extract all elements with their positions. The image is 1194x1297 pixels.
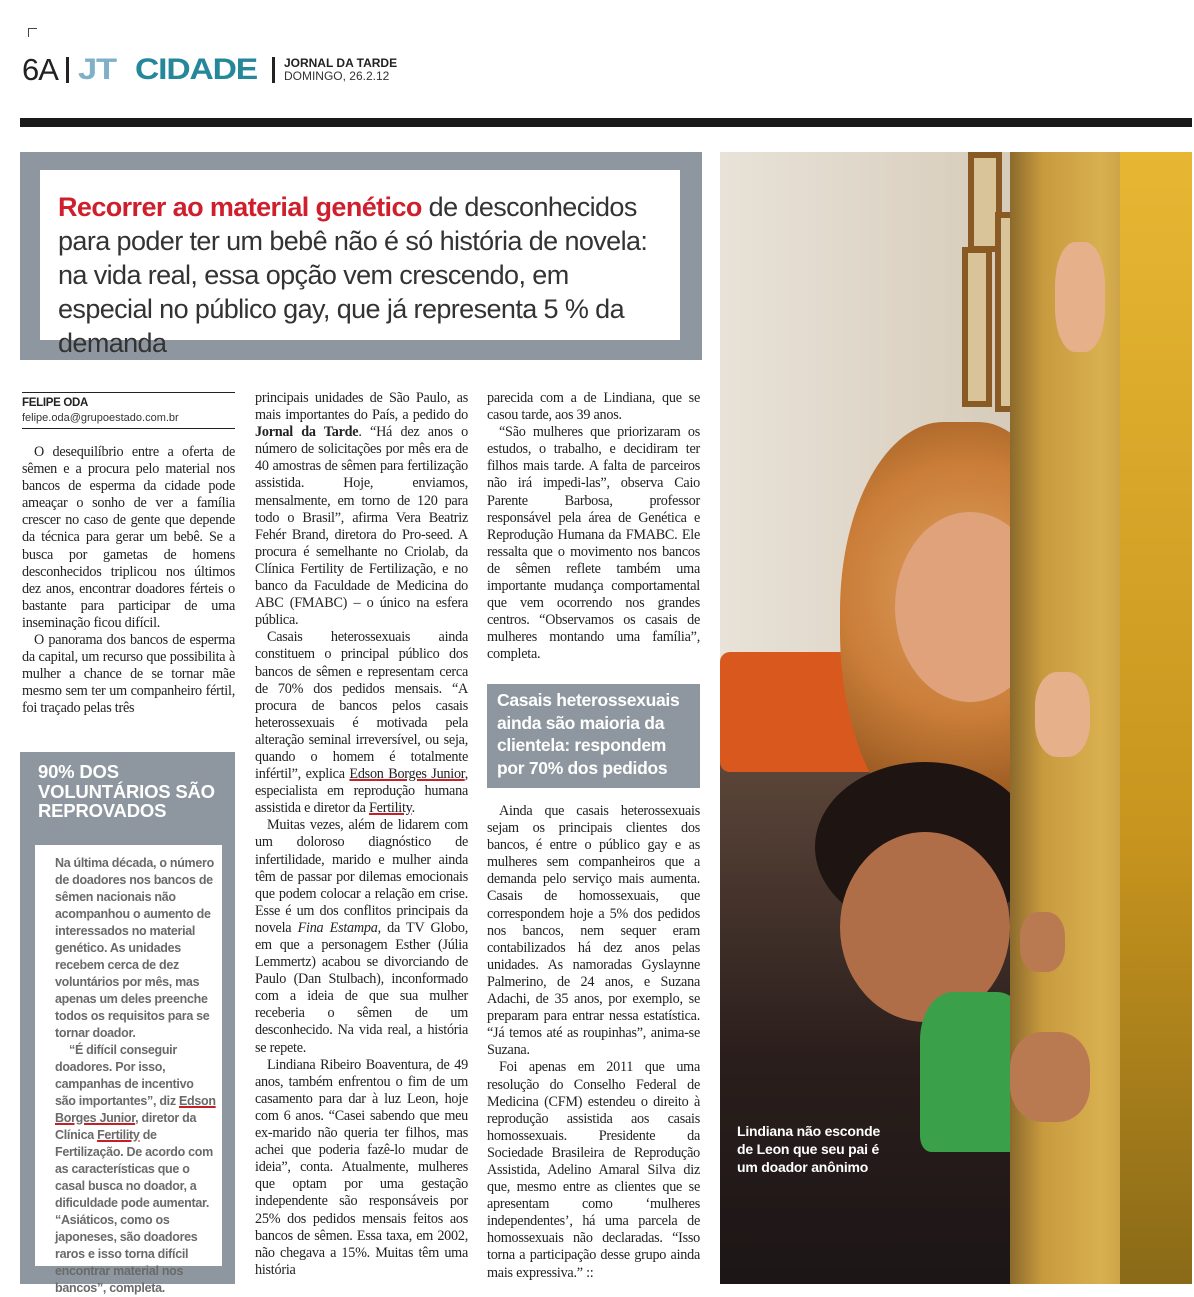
- section-logo-cidade: CIDADE: [134, 53, 258, 86]
- photo-hand: [1020, 912, 1065, 972]
- paragraph: [22, 632, 235, 717]
- paragraph: [487, 803, 700, 1059]
- divider: [272, 57, 275, 83]
- headline-highlight: Recorrer ao material genético: [58, 192, 422, 222]
- text-segment: Jornal da Tarde: [255, 424, 359, 441]
- paragraph: [255, 390, 468, 629]
- article-column-3-top: [487, 390, 700, 664]
- text-segment: . “Há dez anos o número de solicitações por mês era de 40 amostras de sêmen para fertilização assistida. Hoje, enviamos, mensalmente, em torno de 120 para todo o Brasil”, afirma Vera Beatriz Fehér Brand, diretora do Pro-seed. A procura é semelhante no Criolab, da Clínica Fertility de Fertilização, e no banco da Faculdade de Medicina do ABC (FMABC) – o único na esfera pública.: [255, 424, 468, 629]
- text-segment: Lindiana Ribeiro Boaventura, de 49 anos, também enfrentou o fim de um casamento para dar à luz Leon, hoje com 6 anos. “Casei sabendo que meu ex-marido não queria ter filhos, mas achei que poderia fazê-lo mudar de ideia”, conta. Atualmente, mulheres que optam por uma gestação independente são responsáveis por 25% dos pedidos mensais feitos aos bancos de sêmen. Essa taxa, em 2002, não chegava a 15%. Muitas têm uma história: [255, 1056, 468, 1278]
- text-segment: Casais heterossexuais ainda constituem o principal público dos bancos de sêmen e representam cerca de 70% dos pedidos mensais. “A procura de bancos pelos casais heterossexuais é motivada pela alteração seminal irreversível, ou seja, quando o homem é totalmente infértil”, explica: [255, 629, 468, 783]
- photo-frame: [962, 247, 992, 407]
- paragraph: [255, 629, 468, 817]
- text-segment: “É difícil conseguir doadores. Por isso, campanhas de incentivo são importantes”, diz: [55, 1043, 194, 1108]
- paragraph: [55, 1042, 216, 1297]
- paragraph: [487, 390, 700, 424]
- page-header: [22, 52, 397, 88]
- headline: [40, 170, 680, 358]
- text-segment: .: [411, 800, 415, 817]
- name-link[interactable]: Edson Borges Junior: [349, 766, 465, 783]
- paragraph: [255, 1057, 468, 1279]
- page-number: 6A: [22, 52, 58, 87]
- text-segment: Na última década, o número de doadores nos bancos de sêmen nacionais não acompanhou o aumento de interessados no material genético. As unidades recebem cerca de dez voluntários por mês, mas apenas um deles preenche todos os requisitos para se tornar doador.: [55, 856, 214, 1040]
- text-segment: , especialista em reprodução humana assistida e diretor da: [255, 766, 468, 817]
- author-name: FELIPE ODA: [22, 397, 89, 409]
- publication-name: JORNAL DA TARDE: [283, 56, 398, 70]
- text-segment: “São mulheres que priorizaram os estudos, o trabalho, e decidiram ter filhos mais tarde. A falta de parceiros não irá impedi-las”, observa Caio Parente Barbosa, professor responsável pela área de Genética e Reprodução Humana da FMABC. Ele ressalta que o movimento nos bancos de sêmen reflete também uma importante mudança comportamental que vem ocorrendo nos grandes centros. “Observamos os casais de mulheres montando uma família”, completa.: [487, 424, 700, 663]
- sidebar-box: [20, 752, 235, 1295]
- text-segment: O desequilíbrio entre a oferta de sêmen e a procura pelo material nos bancos de esperma da cidade pode ameaçar o sonho de ver a família crescer no caso de gente que depende da técnica para gerar um bebê. Se a busca por gametas de homens desconhecidos triplicou nos últimos dez anos, encontrar doadores férteis o bastante para participar de uma inseminação ficou difícil.: [22, 444, 235, 631]
- name-link[interactable]: Fertility: [369, 800, 412, 817]
- text-segment: Foi apenas em 2011 que uma resolução do Conselho Federal de Medicina (CFM) estendeu o direito à reprodução assistida aos casais homossexuais. Presidente da Sociedade Brasileira de Reprodução Assistida, Adelino Amaral Silva diz que, mesmo entre as clientes que se apresentam como ‘mulheres independentes’, há uma parcela de homossexuais não declaradas. “Isso torna a participação desse grupo ainda mais expressiva.” ::: [487, 1059, 700, 1281]
- text-segment: Ainda que casais heterossexuais sejam os principais clientes dos bancos, é entre o público gay e as mulheres sem companheiros que a demanda pelo serviço mais aumenta. Casais de homossexuais, que correspondem hoje a 5% dos pedidos nos bancos, nem sequer eram contabilizados há dez anos pelas unidades. As namoradas Gyslaynne Palmerino, de 24 anos, e Suzana Adachi, de 35 anos, por exemplo, se preparam para entrar nessa estatística. “Já temos até as roupinhas”, anima-se Suzana.: [487, 803, 700, 1059]
- subheading-box: Casais heterossexuais ainda são maioria da clientela: respondem por 70% dos pedidos: [487, 684, 700, 788]
- text-segment: Fina Estampa: [297, 919, 378, 936]
- paragraph: [487, 424, 700, 663]
- article-column-3-bottom: [487, 803, 700, 1282]
- publication-date: DOMINGO, 26.2.12: [283, 69, 390, 83]
- text-segment: principais unidades de São Paulo, as mais importantes do País, a pedido do: [255, 390, 468, 424]
- photo-caption: Lindiana não esconde de Leon que seu pai é um doador anônimo: [737, 1123, 881, 1175]
- headline-text: de desconhecidos para poder ter um bebê não é só história de novela: na vida real, essa opção vem crescendo, em especial no público gay, que já representa 5 % da demanda: [58, 192, 648, 358]
- photo-lindiana-and-leon: [720, 152, 1192, 1284]
- headline-box: [20, 152, 702, 360]
- text-segment: O panorama dos bancos de esperma da capital, um recurso que possibilita à mulher a chance de se tornar mãe mesmo sem ter um companheiro fértil, foi traçado pelas três: [22, 632, 235, 717]
- name-link[interactable]: Fertility: [97, 1128, 140, 1142]
- paragraph: [487, 1059, 700, 1281]
- text-segment: de Fertilização. De acordo com as características que o casal busca no doador, a dificuldade pode aumentar. “Asiáticos, como os japoneses, são doadores raros e isso torna difícil encontrar material nos bancos”, completa.: [55, 1128, 213, 1295]
- paragraph: [55, 855, 216, 1042]
- author-email[interactable]: felipe.oda@grupoestado.com.br: [22, 412, 179, 424]
- crop-mark: [28, 28, 37, 37]
- photo-hand: [1035, 672, 1090, 757]
- sidebar-title: 90% DOS VOLUNTÁRIOS SÃO REPROVADOS: [38, 761, 215, 821]
- text-segment: parecida com a de Lindiana, que se casou tarde, aos 39 anos.: [487, 390, 700, 424]
- text-segment: , da TV Globo, em que a personagem Esther (Júlia Lemmertz) acabou se divorciando de Paulo (Dan Stulbach), inconformado com a ideia de que sua mulher receberia o sêmen de um desconhecido. Na vida real, a história se repete.: [255, 919, 468, 1056]
- publication-info: [284, 57, 397, 83]
- photo-door-panel: [1120, 152, 1192, 1284]
- photo-hand: [1055, 242, 1105, 352]
- paragraph: [22, 444, 235, 632]
- divider: [66, 57, 69, 83]
- article-column-1: [22, 444, 235, 718]
- byline: [22, 392, 235, 429]
- section-logo-jt: JT: [77, 53, 116, 86]
- text-segment: Muitas vezes, além de lidarem com um doloroso diagnóstico de infertilidade, marido e mulher ainda têm de passar por dilemas emocionais que podem colocar a relação em crise. Esse é um dos conflitos principais da novela: [255, 817, 468, 936]
- paragraph: [255, 817, 468, 1056]
- text-segment: , diretor da Clínica: [55, 1111, 197, 1142]
- photo-hand: [1010, 1032, 1090, 1122]
- name-link[interactable]: Edson Borges Junior: [55, 1094, 216, 1125]
- article-column-2: [255, 390, 468, 1279]
- sidebar-body: [35, 845, 222, 1295]
- header-rule: [20, 118, 1192, 127]
